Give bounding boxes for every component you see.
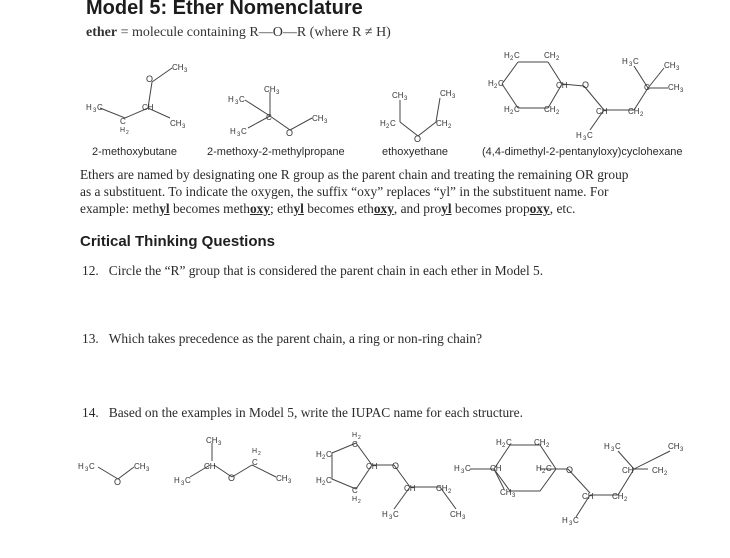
svg-text:3: 3 <box>611 447 615 453</box>
svg-text:C: C <box>573 516 579 525</box>
svg-text:C: C <box>390 119 396 128</box>
svg-text:CH: CH <box>544 105 556 114</box>
svg-text:3: 3 <box>512 493 516 499</box>
svg-text:H: H <box>252 448 258 455</box>
svg-text:C: C <box>97 103 103 112</box>
structure-2-methoxy-2-methylpropane <box>228 85 328 138</box>
svg-text:H: H <box>228 95 234 104</box>
svg-text:C: C <box>514 105 520 114</box>
svg-text:C: C <box>644 83 650 92</box>
svg-text:CH: CH <box>596 107 608 116</box>
svg-text:O: O <box>414 134 422 144</box>
svg-text:2: 2 <box>448 124 452 130</box>
svg-text:CH: CH <box>436 484 448 493</box>
svg-text:C: C <box>615 442 621 451</box>
svg-text:H: H <box>230 127 236 136</box>
svg-text:H: H <box>454 464 460 473</box>
paragraph-line-1: Ethers are named by designating one R group as the parent chain and treating the remaining OR group <box>80 167 629 182</box>
svg-text:H: H <box>120 127 126 134</box>
q14-structure-5 <box>562 442 684 527</box>
q14-structure-2 <box>174 436 292 487</box>
svg-text:O: O <box>392 461 400 471</box>
atom-o: O <box>146 74 154 84</box>
svg-text:3: 3 <box>629 62 633 68</box>
svg-text:2: 2 <box>358 435 361 441</box>
svg-text:2: 2 <box>494 84 498 90</box>
svg-text:CH: CH <box>172 63 184 72</box>
explanation-paragraph <box>80 166 710 217</box>
svg-text:CH: CH <box>170 119 182 128</box>
svg-text:H: H <box>316 476 322 485</box>
svg-text:2: 2 <box>546 443 550 449</box>
svg-text:2: 2 <box>448 489 452 495</box>
question-13: 13. Which takes precedence as the parent chain, a ring or non-ring chain? <box>82 331 483 346</box>
structure-2-methoxybutane <box>86 63 188 136</box>
svg-text:H: H <box>604 442 610 451</box>
svg-text:H: H <box>622 57 628 66</box>
svg-text:C: C <box>587 131 593 140</box>
svg-text:CH: CH <box>440 89 452 98</box>
svg-text:C: C <box>239 95 245 104</box>
svg-text:2: 2 <box>502 443 506 449</box>
model-title: Model 5: Ether Nomenclature <box>86 0 363 19</box>
svg-text:2: 2 <box>640 112 644 118</box>
svg-text:3: 3 <box>218 441 222 447</box>
svg-text:H: H <box>316 450 322 459</box>
svg-text:C: C <box>326 450 332 459</box>
svg-text:C: C <box>352 486 358 495</box>
svg-text:CH: CH <box>142 103 154 112</box>
svg-text:C: C <box>465 464 471 473</box>
svg-text:C: C <box>498 79 504 88</box>
svg-text:CH: CH <box>544 51 556 60</box>
svg-text:3: 3 <box>182 124 186 130</box>
svg-text:CH: CH <box>450 510 462 519</box>
svg-text:H: H <box>78 462 84 471</box>
svg-text:CH: CH <box>668 442 680 451</box>
critical-thinking-heading: Critical Thinking Questions <box>80 233 276 250</box>
svg-text:3: 3 <box>235 100 239 106</box>
svg-text:3: 3 <box>680 447 684 453</box>
q14-structure-3 <box>316 432 466 521</box>
svg-text:2: 2 <box>322 481 326 487</box>
structure-ethoxyethane <box>380 89 456 144</box>
svg-text:H: H <box>174 476 180 485</box>
svg-text:CH: CH <box>276 474 288 483</box>
svg-text:CH: CH <box>490 464 502 473</box>
svg-text:H: H <box>504 105 510 114</box>
structure-cyclohexyl-ether <box>488 51 684 142</box>
paragraph-line-2: as a substituent. To indicate the oxygen, the suffix “oxy” replaces “yl” in the substituent name. For <box>80 184 609 199</box>
svg-text:CH: CH <box>622 466 634 475</box>
svg-text:C: C <box>89 462 95 471</box>
definition-term: ether <box>86 25 118 40</box>
svg-text:2: 2 <box>126 130 129 136</box>
q14-structure-4 <box>454 438 594 501</box>
question-14: 14. Based on the examples in Model 5, write the IUPAC name for each structure. <box>82 405 523 420</box>
svg-text:H: H <box>576 131 582 140</box>
svg-text:CH: CH <box>652 466 664 475</box>
svg-text:C: C <box>241 127 247 136</box>
svg-text:3: 3 <box>452 94 456 100</box>
svg-text:H: H <box>496 438 502 447</box>
svg-text:H: H <box>382 510 388 519</box>
svg-text:2: 2 <box>556 110 560 116</box>
svg-text:CH: CH <box>664 61 676 70</box>
svg-text:CH: CH <box>204 462 216 471</box>
svg-text:2: 2 <box>556 56 560 62</box>
svg-text:3: 3 <box>85 467 89 473</box>
svg-text:O: O <box>566 465 574 475</box>
svg-text:C: C <box>546 464 552 473</box>
svg-text:CH: CH <box>404 484 416 493</box>
svg-text:H: H <box>488 79 494 88</box>
svg-text:3: 3 <box>237 132 241 138</box>
caption-2-methoxy-2-methylpropane: 2-methoxy-2-methylpropane <box>207 146 345 158</box>
svg-text:3: 3 <box>93 108 97 114</box>
model-structures <box>0 0 730 160</box>
svg-text:CH: CH <box>556 81 568 90</box>
svg-text:2: 2 <box>322 455 326 461</box>
svg-text:O: O <box>228 473 236 483</box>
svg-text:C: C <box>266 113 272 122</box>
svg-text:CH: CH <box>582 492 594 501</box>
svg-text:O: O <box>114 477 122 487</box>
svg-text:H: H <box>86 103 92 112</box>
svg-text:CH: CH <box>134 462 146 471</box>
caption-cyclohexyl-ether: (4,4-dimethyl-2-pentanyloxy)cyclohexane <box>482 146 683 158</box>
svg-text:3: 3 <box>676 66 680 72</box>
svg-text:3: 3 <box>181 481 185 487</box>
svg-text:CH: CH <box>612 492 624 501</box>
svg-text:3: 3 <box>583 136 587 142</box>
svg-text:CH: CH <box>392 91 404 100</box>
svg-text:C: C <box>352 440 358 449</box>
svg-text:CH: CH <box>534 438 546 447</box>
svg-text:3: 3 <box>569 521 573 527</box>
svg-text:2: 2 <box>542 469 546 475</box>
svg-text:CH: CH <box>500 488 512 497</box>
definition-text: = molecule containing R—O—R (where R ≠ H) <box>120 25 391 40</box>
svg-text:2: 2 <box>386 124 390 130</box>
svg-text:CH: CH <box>436 119 448 128</box>
svg-text:C: C <box>120 117 126 126</box>
svg-text:3: 3 <box>461 469 465 475</box>
svg-text:CH: CH <box>366 462 378 471</box>
svg-text:2: 2 <box>510 56 514 62</box>
question-12: 12. Circle the “R” group that is considered the parent chain in each ether in Model 5. <box>82 263 544 278</box>
svg-text:H: H <box>536 464 542 473</box>
svg-text:2: 2 <box>624 497 628 503</box>
svg-text:CH: CH <box>312 114 324 123</box>
svg-text:3: 3 <box>680 88 684 94</box>
svg-text:3: 3 <box>324 119 328 125</box>
svg-text:C: C <box>633 57 639 66</box>
svg-text:3: 3 <box>184 68 188 74</box>
svg-text:C: C <box>514 51 520 60</box>
svg-text:3: 3 <box>389 515 393 521</box>
svg-text:O: O <box>582 80 590 90</box>
svg-text:C: C <box>252 458 258 467</box>
svg-text:3: 3 <box>276 90 280 96</box>
svg-text:2: 2 <box>358 499 361 505</box>
svg-text:3: 3 <box>404 96 408 102</box>
svg-text:O: O <box>286 128 294 138</box>
svg-text:CH: CH <box>264 85 276 94</box>
svg-text:3: 3 <box>462 515 466 521</box>
svg-text:C: C <box>185 476 191 485</box>
svg-text:2: 2 <box>258 451 261 457</box>
svg-text:C: C <box>506 438 512 447</box>
svg-text:H: H <box>380 119 386 128</box>
svg-text:2: 2 <box>510 110 514 116</box>
svg-text:H: H <box>562 516 568 525</box>
svg-text:CH: CH <box>668 83 680 92</box>
svg-text:3: 3 <box>146 467 150 473</box>
caption-ethoxyethane: ethoxyethane <box>382 146 449 158</box>
svg-text:CH: CH <box>206 436 218 445</box>
svg-text:H: H <box>352 432 358 439</box>
svg-text:C: C <box>326 476 332 485</box>
question-14-structures <box>0 425 730 558</box>
svg-text:H: H <box>504 51 510 60</box>
svg-text:3: 3 <box>288 479 292 485</box>
paragraph-line-3: example: methyl becomes methoxy; ethyl becomes ethoxy, and proyl becomes propoxy, etc. <box>80 201 576 216</box>
svg-text:H: H <box>352 496 358 503</box>
svg-text:CH: CH <box>628 107 640 116</box>
svg-text:C: C <box>393 510 399 519</box>
caption-2-methoxybutane: 2-methoxybutane <box>92 146 177 158</box>
svg-text:2: 2 <box>664 471 668 477</box>
q14-structure-1 <box>78 462 150 487</box>
